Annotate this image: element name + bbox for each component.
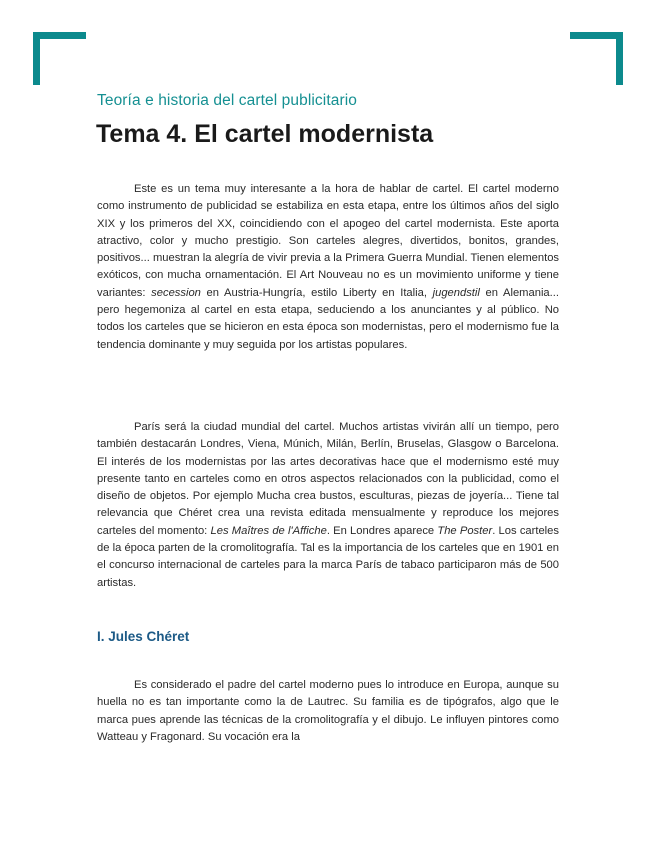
paragraph-paris [97,419,559,592]
paragraph-text: en Austria-Hungría, estilo Liberty en Italia, [200,286,433,299]
corner-bracket-top-right [570,32,623,85]
document-subtitle: Teoría e historia del cartel publicitario [97,92,357,109]
italic-term: jugendstil [432,286,480,299]
italic-title: The Poster [437,524,493,537]
paragraph-intro [97,181,559,354]
paragraph-text: París será la ciudad mundial del cartel. Muchos artistas vivirán allí un tiempo, pero también destacarán Londres, Viena, Múnich, Milán, Berlín, Bruselas, Glasgow o Barcelona. El interés de los modernistas por las artes decorativas hace que el modernismo esté muy presente tanto en carteles como en otros aspectos relacionados con la publicidad, como el diseño de objetos. Por ejemplo Mucha crea bustos, esculturas, piezas de joyería... Tiene tal relevancia que Chéret crea una revista editada mensualmente y reproduce los mejores carteles del momento: [97,421,559,537]
paragraph-cheret: Es considerado el padre del cartel moderno pues lo introduce en Europa, aunque su huella no es tan importante como la de Lautrec. Su familia es de tipógrafos, algo que le marca pues aprende las técnicas de la cromolitografía y el dibujo. Le influyen pintores como Watteau y Fragonard. Su vocación era la [97,679,559,743]
paragraph-text: Este es un tema muy interesante a la hora de hablar de cartel. El cartel moderno como instrumento de publicidad se estabiliza en esta etapa, entre los últimos años del siglo XIX y los primeros del XX, coincidiendo con el apogeo del cartel modernista. Este aporta atractivo, color y mucho prestigio. Son carteles alegres, divertidos, bonitos, grandes, positivos... muestran la alegría de vivir previa a la Primera Guerra Mundial. Tienen elementos exóticos, con mucha ornamentación. El Art Nouveau no es un movimiento uniforme y tiene variantes: [97,183,560,299]
document-title: Tema 4. El cartel modernista [96,120,434,148]
paragraph-text: . En Londres aparece [326,524,438,537]
paragraph-text: . Los carteles de la época parten de la cromolitografía. Tal es la importancia de los carteles que en 1901 en el concurso internacional de carteles para la marca París de tabaco participaron más de 500 artistas. [97,524,559,589]
italic-title: Les Maîtres de l'Affiche [210,524,327,537]
italic-term: secession [151,286,201,299]
section-heading: I. Jules Chéret [97,629,190,644]
corner-bracket-top-left [33,32,86,85]
paragraph-text: en Alemania... pero hegemoniza al cartel en esta etapa, seduciendo a los anunciantes y al público. No todos los carteles que se hicieron en esta época son modernistas, pero el modernismo fue la tendencia dominante y muy seguida por los artistas populares. [97,286,559,351]
